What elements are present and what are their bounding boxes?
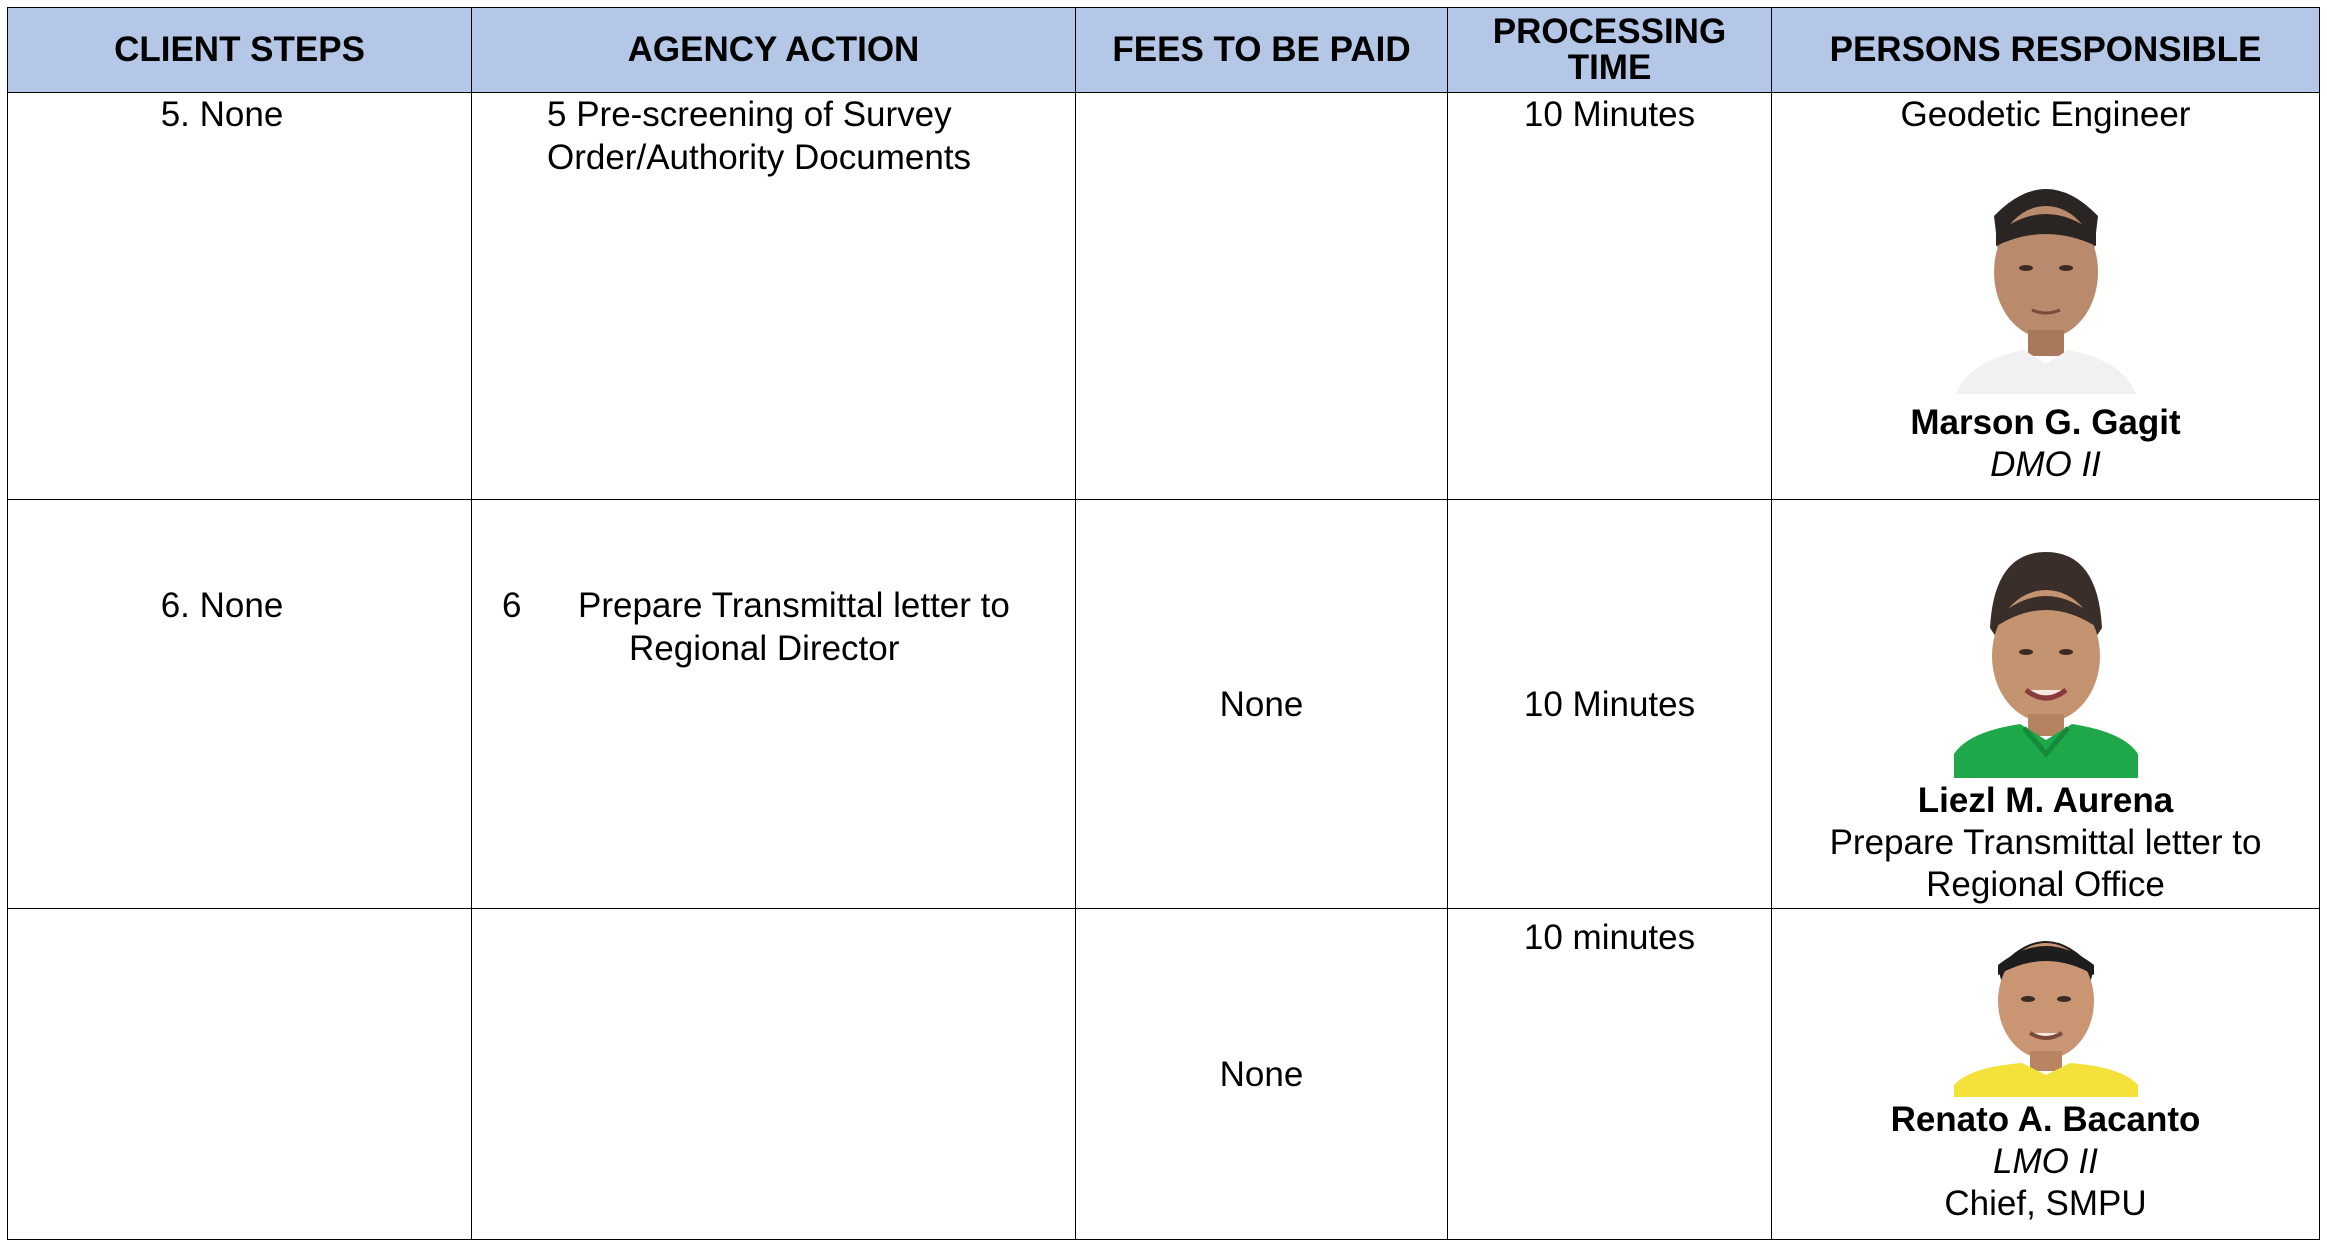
person-name: Renato A. Bacanto	[1890, 1100, 2201, 1139]
agency-action-cell	[472, 93, 1076, 500]
agency-action-cell	[472, 500, 1076, 909]
citizens-charter-table	[7, 7, 2320, 1240]
header-agency-action: AGENCY ACTION	[472, 8, 1076, 93]
person-desc-line1: Prepare Transmittal letter to	[1829, 823, 2262, 862]
fees-text: None	[1219, 684, 1304, 724]
person-desc-line2: Regional Office	[1926, 865, 2165, 904]
fees-text: None	[1219, 1054, 1304, 1094]
agency-action-line2: Regional Director	[629, 629, 900, 668]
client-step-cell	[8, 93, 472, 500]
processing-time-cell	[1448, 500, 1772, 909]
agency-action-block	[472, 584, 1075, 670]
person-photo	[1954, 544, 2138, 778]
header-fees: FEES TO BE PAID	[1076, 8, 1448, 93]
fees-cell	[1076, 500, 1448, 909]
agency-action-cell	[472, 909, 1076, 1240]
client-step-text: 6. None	[160, 586, 284, 625]
processing-time-cell	[1448, 909, 1772, 1240]
persons-responsible-cell	[1772, 909, 2320, 1240]
person-title: DMO II	[1990, 445, 2101, 484]
agency-action-line1: Prepare Transmittal letter to	[578, 586, 1010, 625]
persons-responsible-cell	[1772, 93, 2320, 500]
header-persons-responsible: PERSONS RESPONSIBLE	[1772, 8, 2320, 93]
header-row	[8, 8, 2320, 93]
person-photo-image	[1954, 544, 2138, 778]
table-row	[8, 500, 2320, 909]
fees-cell	[1076, 909, 1448, 1240]
person-name: Marson G. Gagit	[1910, 403, 2181, 442]
agency-action-line1: 5 Pre-screening of Survey	[547, 95, 952, 134]
person-title: LMO II	[1992, 1142, 2099, 1181]
person-photo	[1954, 909, 2138, 1097]
client-step-text: 5. None	[160, 95, 284, 134]
agency-action-line2: Order/Authority Documents	[547, 138, 972, 177]
header-processing-line2: TIME	[1567, 48, 1652, 87]
person-photo-image	[1954, 909, 2138, 1097]
header-processing-time	[1448, 8, 1772, 93]
person-role: Geodetic Engineer	[1900, 95, 2191, 134]
person-photo-image	[1954, 164, 2138, 394]
person-photo	[1954, 164, 2138, 394]
table-row	[8, 93, 2320, 500]
client-step-cell	[8, 909, 472, 1240]
processing-time-text: 10 Minutes	[1523, 684, 1696, 724]
table-row	[8, 909, 2320, 1240]
processing-time-text: 10 Minutes	[1523, 95, 1696, 134]
fees-cell	[1076, 93, 1448, 500]
processing-time-cell	[1448, 93, 1772, 500]
persons-responsible-cell	[1772, 500, 2320, 909]
person-office: Chief, SMPU	[1944, 1184, 2147, 1223]
header-client-steps: CLIENT STEPS	[8, 8, 472, 93]
client-step-cell	[8, 500, 472, 909]
person-name: Liezl M. Aurena	[1917, 781, 2174, 820]
header-processing-line1: PROCESSING	[1492, 12, 1727, 51]
agency-action-number: 6	[502, 586, 522, 625]
processing-time-text: 10 minutes	[1523, 918, 1696, 957]
